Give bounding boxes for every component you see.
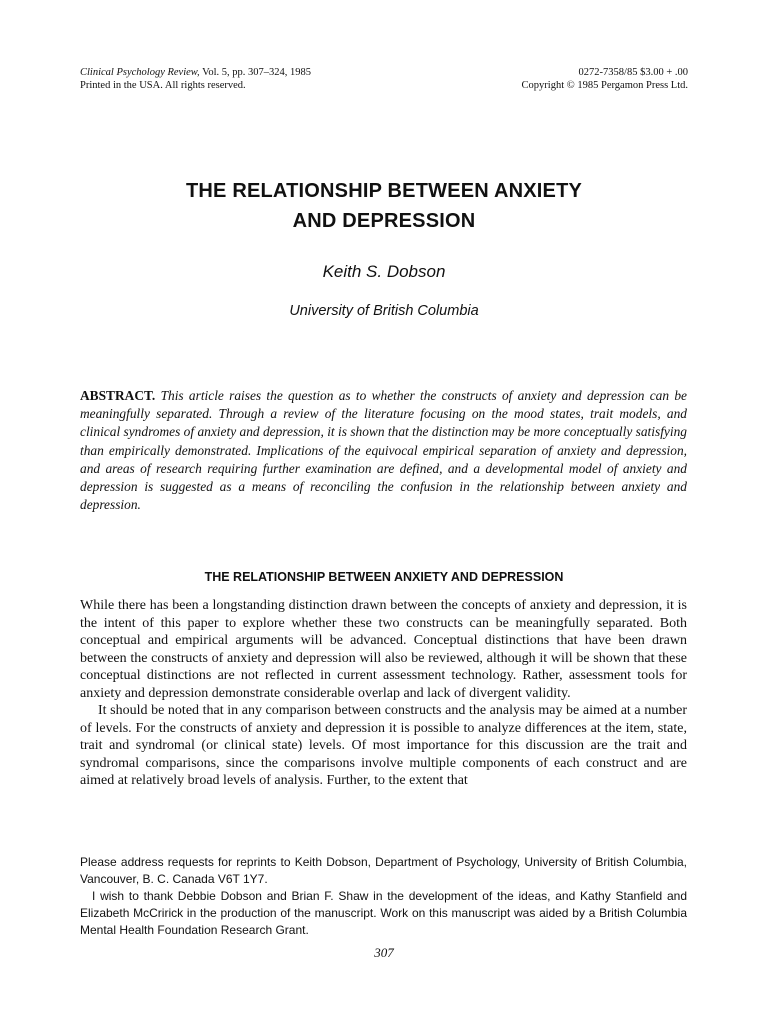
footnote-acknowledgements: I wish to thank Debbie Dobson and Brian F. Shaw in the development of the ideas, and Kathy Stanfield and Elizabeth McCririck in the production of the manuscript. Work on this manuscript was aided by a British Columbia Mental Health Foundation Research Grant.: [80, 889, 687, 937]
journal-citation: [80, 66, 311, 92]
journal-name: Clinical Psychology Review,: [80, 67, 200, 78]
abstract-text: This article raises the question as to whether the constructs of anxiety and depression can be meaningfully separated. Through a review of the literature focusing on the mood states, trait models, and clinical syndromes of anxiety and depression, it is shown that the distinction may be more conceptually satisfying than empirically demonstrated. Implications of the equivocal empirical separation of anxiety and depression, and areas of research requiring further examination are defined, and a developmental model of anxiety and depression is suggested as a means of reconciling the confusion in the relationship between anxiety and depression.: [80, 388, 687, 513]
footnote-reprints: Please address requests for reprints to Keith Dobson, Department of Psychology, University of British Columbia, Vancouver, B. C. Canada V6T 1Y7.: [80, 855, 687, 886]
abstract: [80, 387, 687, 514]
section-heading: THE RELATIONSHIP BETWEEN ANXIETY AND DEPRESSION: [204, 570, 564, 584]
article-title-line-1: THE RELATIONSHIP BETWEEN ANXIETY: [185, 180, 583, 202]
article-code: 0272-7358/85 $3.00 + .00: [578, 67, 688, 78]
journal-volume: Vol. 5, pp. 307–324, 1985: [202, 67, 311, 78]
article-title: [0, 176, 768, 236]
article-title-line-2: AND DEPRESSION: [292, 210, 476, 232]
body-paragraph-1: While there has been a longstanding distinction drawn between the concepts of anxiety and depression, it is the intent of this paper to explore whether these two constructs can be meaningfully separated. Both conceptual and empirical arguments will be advanced. Conceptual distinctions that have been drawn between the constructs of anxiety and depression will also be reviewed, although it will be shown that these conceptual distinctions are not reflected in current assessment technology. Rather, assessment tools for anxiety and depression demonstrate considerable overlap and lack of divergent validity.: [80, 598, 687, 701]
printed-notice: Printed in the USA. All rights reserved.: [80, 80, 246, 91]
copyright-notice: Copyright © 1985 Pergamon Press Ltd.: [521, 80, 688, 91]
author-affiliation: University of British Columbia: [289, 303, 479, 319]
body-text: [80, 597, 687, 790]
abstract-label: ABSTRACT.: [80, 388, 156, 403]
page-number: 307: [374, 945, 394, 960]
body-paragraph-2: It should be noted that in any comparison between constructs and the analysis may be aimed at a number of levels. For the constructs of anxiety and depression it is possible to analyze differences at the item, state, trait and syndromal (or clinical state) levels. Of most importance for this discussion are the trait and syndromal comparisons, since the comparisons involve multiple components of each construct and are aimed at relatively broad levels of analysis. Further, to the extent that: [80, 703, 687, 788]
footnote: [80, 854, 687, 939]
publisher-info: [522, 66, 688, 92]
author-name: Keith S. Dobson: [322, 262, 446, 281]
